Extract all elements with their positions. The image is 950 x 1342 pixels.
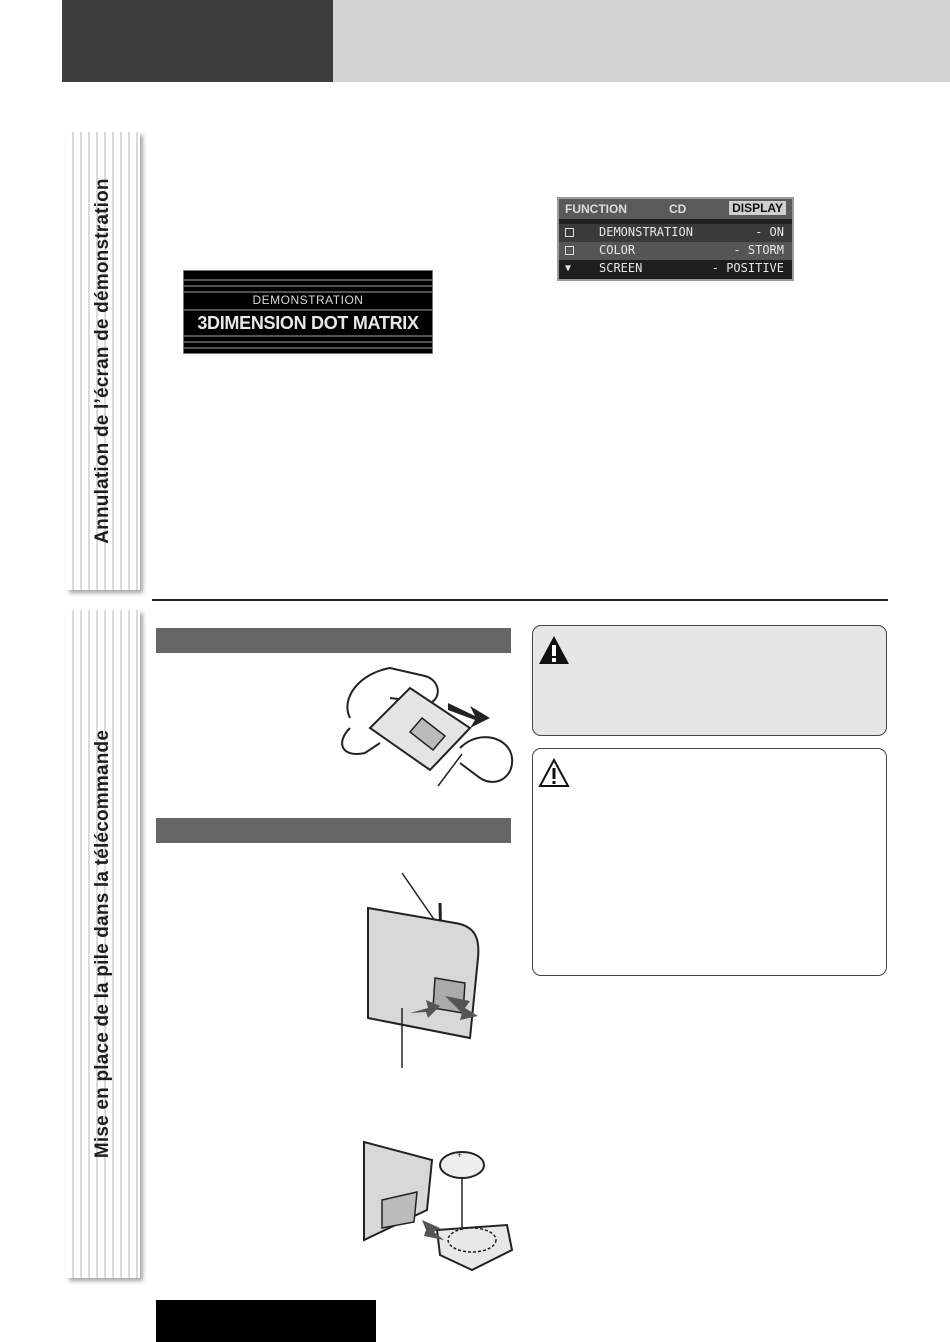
side-tab-battery-title: Mise en place de la pile dans la télécommande (92, 729, 113, 1159)
lcd-row-value: - POSITIVE (711, 261, 784, 275)
lcd-tab-cd: CD (669, 202, 687, 216)
header-dark-block (62, 0, 333, 82)
lcd-row-demonstration (559, 224, 792, 242)
warning-box (532, 625, 887, 736)
side-tab-demo (66, 132, 140, 590)
caution-triangle-outline-icon (537, 757, 571, 789)
coin-battery-illustration (362, 1140, 522, 1280)
lcd-row-value: - STORM (733, 243, 784, 257)
lcd-row-label: DEMONSTRATION (599, 225, 693, 239)
lcd-display-menu (557, 197, 794, 281)
remote-open-illustration (360, 868, 490, 1078)
section-divider (152, 599, 888, 601)
demo-screen-image (183, 270, 433, 354)
lcd-row-label: SCREEN (599, 261, 643, 275)
demo-screen-line1: DEMONSTRATION (252, 293, 364, 307)
demo-screen-line2: 3DIMENSION DOT MATRIX (197, 313, 419, 333)
lcd-tab-bar (559, 199, 792, 219)
side-tab-battery (66, 610, 140, 1278)
square-marker-icon (565, 228, 574, 237)
header-light-block (333, 0, 950, 82)
section-bar-1 (156, 628, 511, 653)
side-tab-demo-title: Annulation de l’écran de démonstration (92, 178, 113, 544)
lcd-row-screen (559, 260, 792, 278)
square-marker-icon (565, 246, 574, 255)
section-bar-2 (156, 818, 511, 843)
lcd-row-value: - ON (755, 225, 784, 239)
svg-text:+: + (457, 1150, 463, 1160)
lcd-row-label: COLOR (599, 243, 636, 257)
lcd-row-color (559, 242, 792, 260)
down-triangle-icon: ▼ (565, 263, 572, 274)
page-number-tab (156, 1300, 376, 1342)
caution-box (532, 748, 887, 976)
remote-pull-illustration (330, 658, 520, 798)
lcd-tab-display: DISPLAY (729, 201, 786, 215)
warning-triangle-filled-icon (537, 634, 571, 666)
lcd-tab-function: FUNCTION (565, 202, 627, 216)
